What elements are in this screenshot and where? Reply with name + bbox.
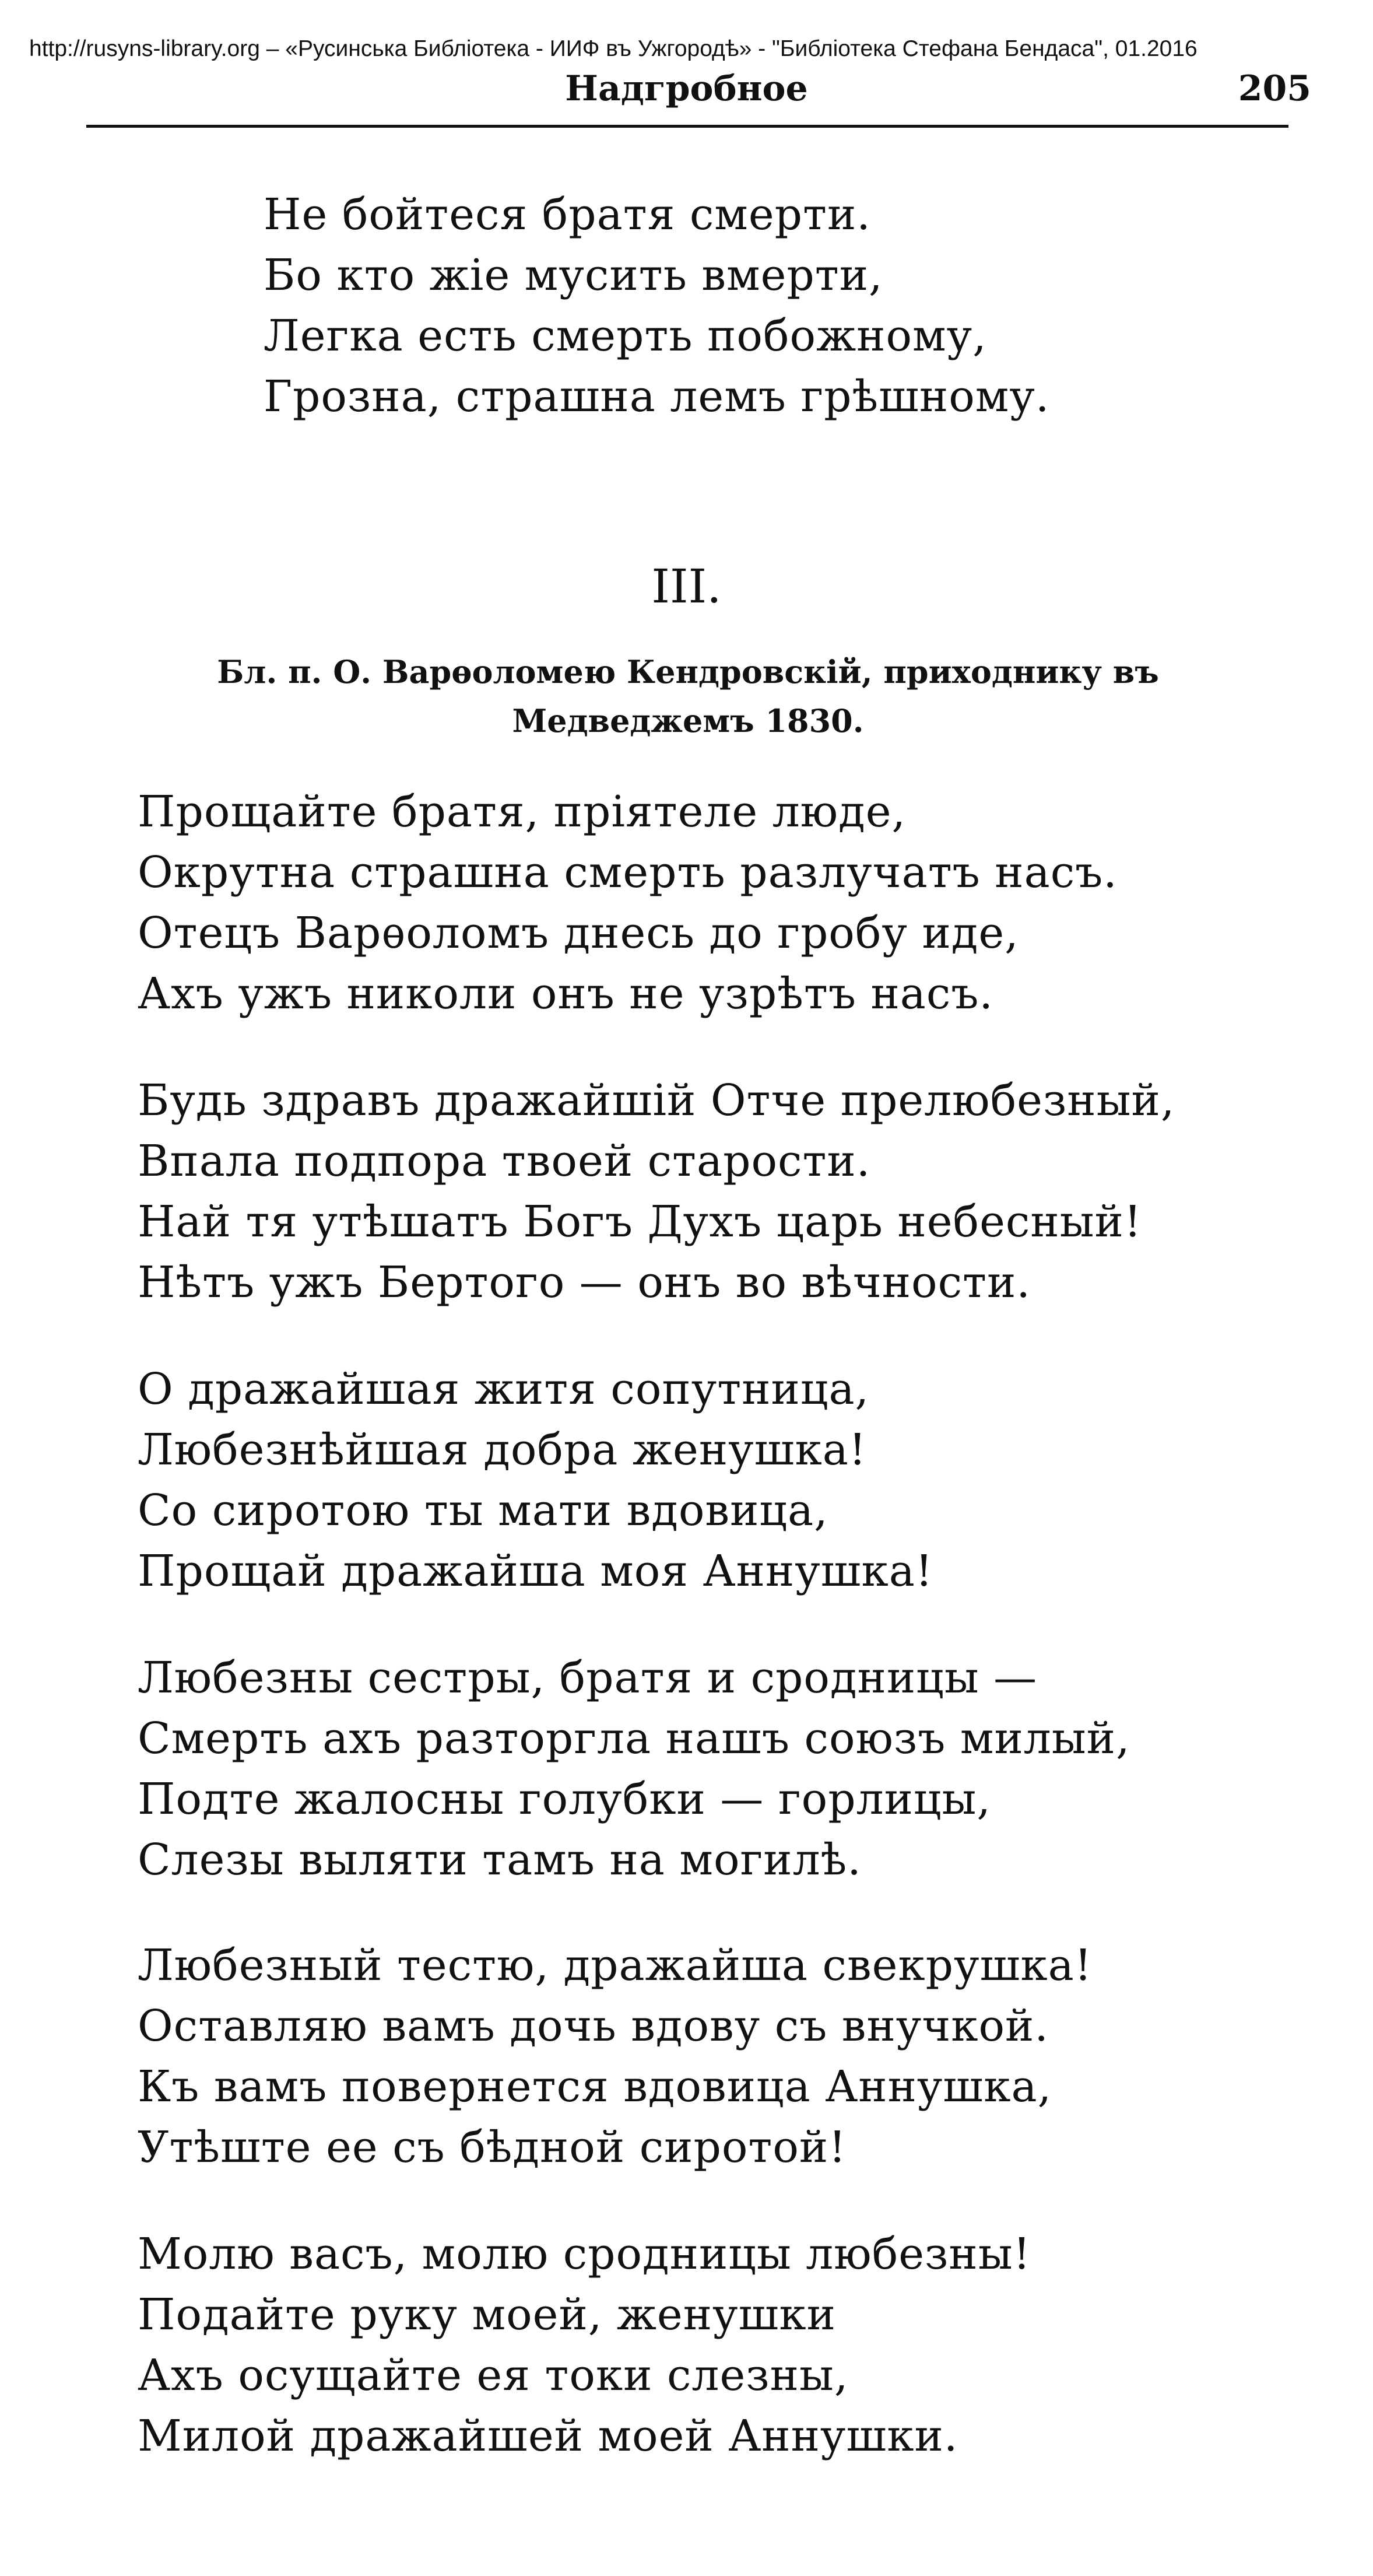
verse-line: Бо кто жіе мусить вмерти,	[264, 250, 883, 300]
running-head	[0, 65, 1373, 112]
verse-line: Подте жалосны голубки — горлицы,	[138, 1774, 991, 1824]
dedication-line: Медведжемъ 1830.	[512, 702, 864, 739]
verse-line: Ахъ осущайте ея токи слезны,	[138, 2350, 849, 2400]
verse-line: Любезнѣйшая добра женушка!	[138, 1425, 867, 1475]
stanza-top	[264, 184, 1049, 427]
verse-line: Со сиротою ты мати вдовица,	[138, 1485, 828, 1536]
verse-line: Впала подпора твоей старости.	[138, 1136, 871, 1186]
stanza-4	[138, 1648, 1130, 1890]
verse-line: Оставляю вамъ дочь вдову съ внучкой.	[138, 2001, 1049, 2051]
dedication	[163, 647, 1213, 745]
verse-line: О дражайшая житя сопутница,	[138, 1364, 870, 1414]
page-number: 205	[1238, 68, 1311, 109]
verse-line: Милой дражайшей моей Аннушки.	[138, 2411, 958, 2461]
verse-line: Слезы выляти тамъ на могилѣ.	[138, 1835, 862, 1885]
verse-line: Прощайте братя, пріятеле люде,	[138, 787, 907, 837]
source-url-line: http://rusyns-library.org – «Русинська Библіотека - ИИФ въ Ужгородѣ» - "Библіотека Стефана Бендаса", 01.2016	[29, 36, 1198, 61]
verse-line: Будь здравъ дражайшій Отче прелюбезный,	[138, 1075, 1175, 1126]
running-title: Надгробное	[565, 68, 808, 109]
stanza-3	[138, 1359, 933, 1601]
verse-line: Легка есть смерть побожному,	[264, 311, 987, 361]
verse-line: Не бойтеся братя смерти.	[264, 190, 871, 240]
verse-line: Утѣште ее съ бѣдной сиротой!	[138, 2122, 847, 2172]
verse-line: Къ вамъ повернется вдовица Аннушка,	[138, 2062, 1052, 2112]
verse-line: Най тя утѣшатъ Богъ Духъ царь небесный!	[138, 1197, 1142, 1247]
verse-line: Нѣтъ ужъ Бертого — онъ во вѣчности.	[138, 1257, 1031, 1308]
verse-line: Любезный тестю, дражайша свекрушка!	[138, 1940, 1093, 1990]
verse-line: Отецъ Варѳоломъ днесь до гробу иде,	[138, 908, 1019, 958]
section-number: III.	[651, 559, 722, 614]
verse-line: Подайте руку моей, женушки	[138, 2290, 836, 2340]
stanza-2	[138, 1070, 1175, 1313]
dedication-line: Бл. п. О. Варѳоломею Кендровскій, приходнику въ	[217, 653, 1159, 691]
verse-line: Молю васъ, молю сродницы любезны!	[138, 2229, 1031, 2279]
verse-line: Грозна, страшна лемъ грѣшному.	[264, 371, 1050, 422]
verse-line: Ахъ ужъ николи онъ не узрѣтъ насъ.	[138, 969, 993, 1019]
verse-line: Окрутна страшна смерть разлучатъ насъ.	[138, 847, 1118, 898]
header-rule	[86, 125, 1288, 128]
stanza-1	[138, 781, 1118, 1024]
verse-line: Любезны сестры, братя и сродницы —	[138, 1653, 1038, 1703]
verse-line: Смерть ахъ разторгла нашъ союзъ милый,	[138, 1713, 1130, 1764]
stanza-6	[138, 2224, 1031, 2466]
stanza-5	[138, 1935, 1093, 2178]
verse-line: Прощай дражайша моя Аннушка!	[138, 1546, 933, 1596]
